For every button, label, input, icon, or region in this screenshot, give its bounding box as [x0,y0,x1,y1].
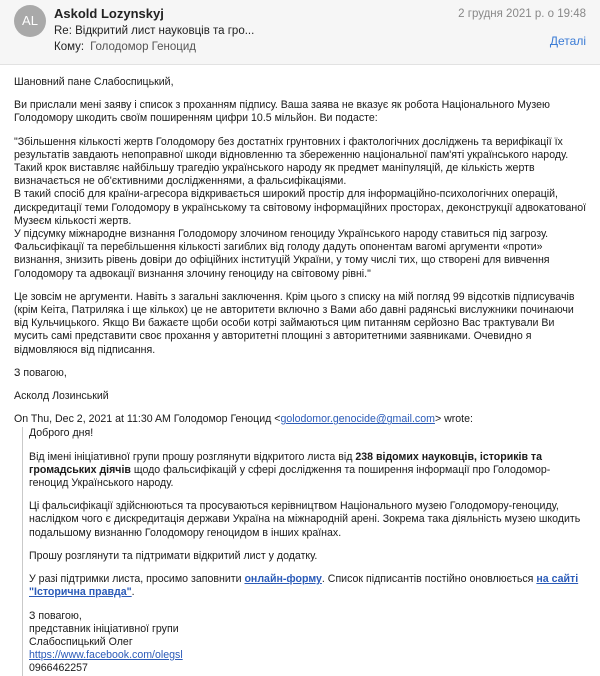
quoted-original-message [22,427,588,675]
recipient-name[interactable]: Голодомор Геноцид [90,41,196,53]
greeting: Шановний пане Слабоспицький, [14,76,174,88]
text-run: Від імені ініціативної групи прошу розглянути відкритого листа від [29,450,356,463]
quote-line: У підсумку міжнародне визнання Голодомору злочином геноциду Українського народу ставиться під загрозу. [14,228,549,241]
text-run: У разі підтримки листа, просимо заповнити [29,573,245,586]
attribution-suffix: > wrote: [434,413,473,426]
reply-paragraph-1: Ви прислали мені заяву і список з проханням підпису. Ваша заява не вказує як робота Національного Музею Голодомору шкодить своїм поширенням цифри 10.5 мільйон. Ви подасте: [14,99,550,125]
text-run: щодо фальсифікацій у сфері дослідження та поширення інформації про Голодомор-геноцид Українського народу. [29,463,551,490]
quote-line: Фальсифікації та перебільшення кількості загиблих від голоду дадуть опонентам вагомі аргументи «проти» визнання, знизить рівень довіри до офіційних інституцій України, у тому числі тих, що створені для вивчення Голодомору та адвокації визнання злочину геноциду на світовому рівні." [14,241,550,280]
reply-paragraph-2: Це зовсім не аргументи. Навіть з загальні заключення. Крім цього з списку на мій погляд 99 відсотків підписувачів (крім Кеіта, Патриляка і ще кількох) це не авторитети включно з Вами або давні радянські вислужники починаючи від Кульчицького. Якщо Ви бажаєте щоби особи котрі займаються цим питанням серйозно Вас трактували Ви мусить самі представити своє прохання у авторитетні площині з авторитетними заявниками. Очевидно я відмовляюся від підписання. [14,290,575,356]
original-attribution [14,413,588,426]
quoted-paragraph-1 [29,451,588,491]
quote-line: В такий спосіб для країни-агресора відкривається широкий простір для інформаційно-психологічних операцій, дискредитації теми Голодомору в українському та світовому інформаційних просторах, деконструкції адвокатованої Музеєм кількості жертв. [14,188,587,227]
attribution-prefix: On Thu, Dec 2, 2021 at 11:30 AM Голодомор Геноцид < [14,413,281,426]
quoted-sign-name: Слабоспицький Олег [29,635,133,648]
message-subject: Re: Відкритий лист науковців та гро... [54,25,255,37]
regards: З повагою, [14,366,67,379]
quoted-paragraph-2: Ці фальсифікації здійснюються та просуваються керівництвом Національного музею Голодомору-геноциду, наслідком чого є дискредитація держави Україна на міжнародній арені. Зокрема така діяльність музею шкодить подальшому визнанню Голодомору геноцидом в інших країнах. [29,500,581,539]
message-date: 2 грудня 2021 р. о 19:48 [458,8,586,20]
signature: Асколд Лозинський [14,390,109,403]
quoted-greeting: Доброго дня! [29,427,94,440]
quoted-sign-regards: З повагою, [29,609,82,622]
istorychna-pravda-link[interactable]: на сайті "Історична правда" [29,573,579,599]
message-header [0,0,600,65]
bold-text: 238 відомих науковців, істориків та громадських діячів [29,450,542,476]
facebook-link[interactable]: https://www.facebook.com/olegsl [29,649,183,662]
cited-quote [14,136,588,281]
quoted-phone: 0966462257 [29,662,88,675]
text-run: . Список підписантів постійно оновлюється [321,573,537,586]
sender-name: Askold Lozynskyj [54,6,164,21]
quoted-sign-role: представник ініціативної групи [29,622,179,635]
sender-avatar: AL [14,5,46,37]
online-form-link[interactable]: онлайн-форму [244,573,322,586]
quote-line: Такий крок виставляє найбільшу трагедію українського народу як предмет маніпуляцій, де кількість жертв визначається не об'єктивними дослідженнями, а фальсифікаціями. [14,162,535,188]
message-body [14,76,588,676]
quoted-paragraph-4 [29,573,588,599]
quoted-paragraph-3: Прошу розглянути та підтримати відкритий лист у додатку. [29,549,318,562]
quote-line: "Збільшення кількості жертв Голодомору без достатніх грунтовних і фактологічних досліджень та верифікації їх результатів завдають непоправної шкоди відновленню та збереженню національної пам'яті українського народу. [14,135,569,161]
recipient-label: Кому: [54,41,85,53]
recipient-row [54,41,196,53]
text-run: . [131,586,135,599]
details-link[interactable]: Деталі [549,34,586,48]
sender-email-link[interactable]: golodomor.genocide@gmail.com [280,413,435,426]
